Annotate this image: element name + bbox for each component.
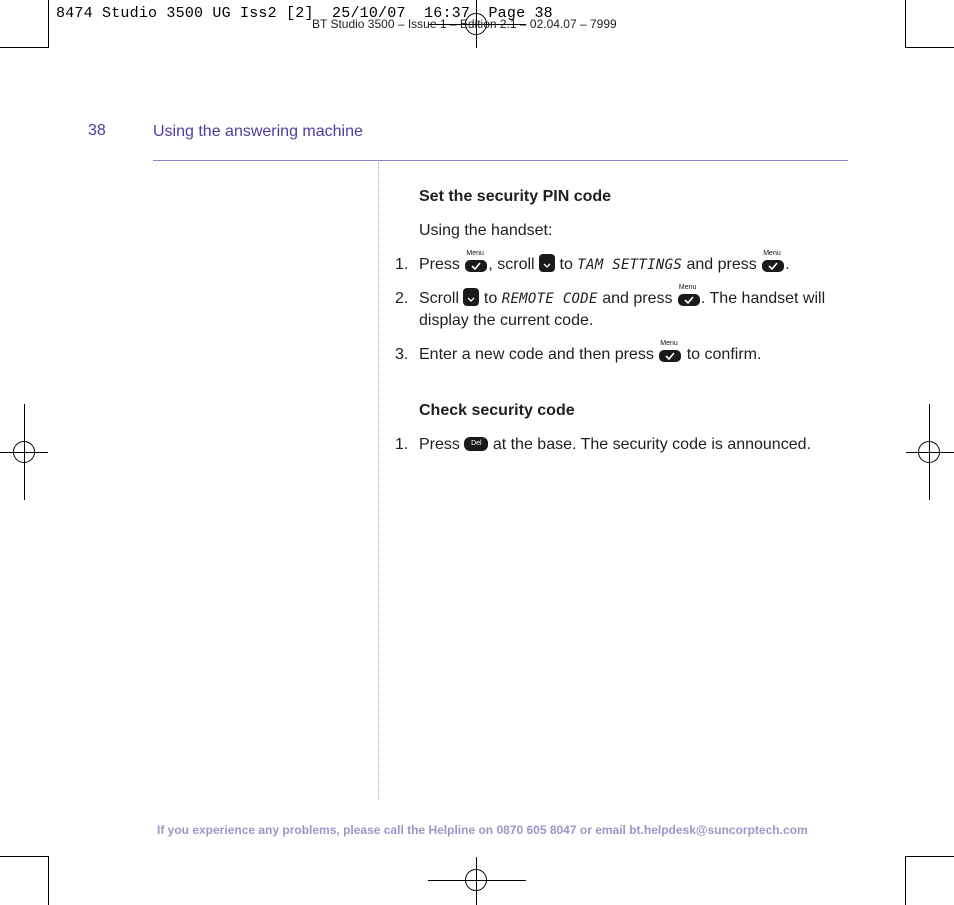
helpline-footer: If you experience any problems, please call the Helpline on 0870 605 8047 or email bt.helpdesk@suncorptech.com [157, 823, 808, 837]
pin-step-1 [390, 250, 830, 276]
check-section-heading: Check security code [419, 402, 575, 419]
lcd-menu-text: TAM SETTINGS [577, 257, 683, 273]
del-key-caption: Del [471, 440, 482, 447]
pin-step-3 [390, 340, 830, 366]
pin-step-2 [390, 284, 830, 332]
step-text: to [483, 290, 498, 307]
step-number: 3. [395, 346, 409, 363]
menu-key-caption: Menu [763, 250, 781, 257]
print-slug: 8474 Studio 3500 UG Iss2 [2] 25/10/07 16:37 Page 38 [56, 5, 553, 22]
step-text: Press [419, 436, 460, 453]
menu-key-caption: Menu [678, 284, 697, 291]
step-number: 1. [395, 436, 409, 453]
step-text: . [785, 256, 790, 273]
step-text: to [559, 256, 573, 273]
page-number: 38 [88, 122, 106, 139]
step-text: , scroll [488, 256, 535, 273]
main-content [390, 186, 830, 468]
step-text: and press [686, 256, 757, 273]
step-text: Enter a new code and then press [419, 346, 654, 363]
header-rule [153, 160, 848, 161]
step-text: Press [419, 256, 460, 273]
menu-ok-key-icon [677, 284, 701, 306]
step-number: 1. [395, 256, 409, 273]
scroll-down-key-icon [463, 288, 479, 306]
step-text: at the base. The security code is announced. [492, 436, 811, 453]
menu-ok-key-icon [658, 340, 682, 362]
step-text: Scroll [419, 290, 460, 307]
step-text: and press [602, 290, 673, 307]
step-text: to confirm. [686, 346, 762, 363]
scroll-down-key-icon [539, 254, 555, 272]
menu-ok-key-icon [464, 250, 488, 272]
menu-key-caption: Menu [660, 340, 678, 347]
check-step-1 [390, 434, 830, 456]
step-number: 2. [395, 290, 409, 307]
menu-ok-key-icon [761, 250, 785, 272]
edition-slug: BT Studio 3500 – Issue 1 – Edition 2.1 – 02.04.07 – 7999 [312, 17, 617, 31]
lcd-menu-text: REMOTE CODE [501, 291, 598, 307]
menu-key-caption: Menu [466, 250, 484, 257]
column-divider [378, 162, 379, 800]
pin-intro: Using the handset: [419, 222, 553, 239]
pin-section-heading: Set the security PIN code [419, 188, 612, 205]
delete-key-icon [464, 437, 488, 451]
running-head: Using the answering machine [153, 123, 363, 140]
step-text: . The handset will display the current code. [419, 290, 826, 329]
